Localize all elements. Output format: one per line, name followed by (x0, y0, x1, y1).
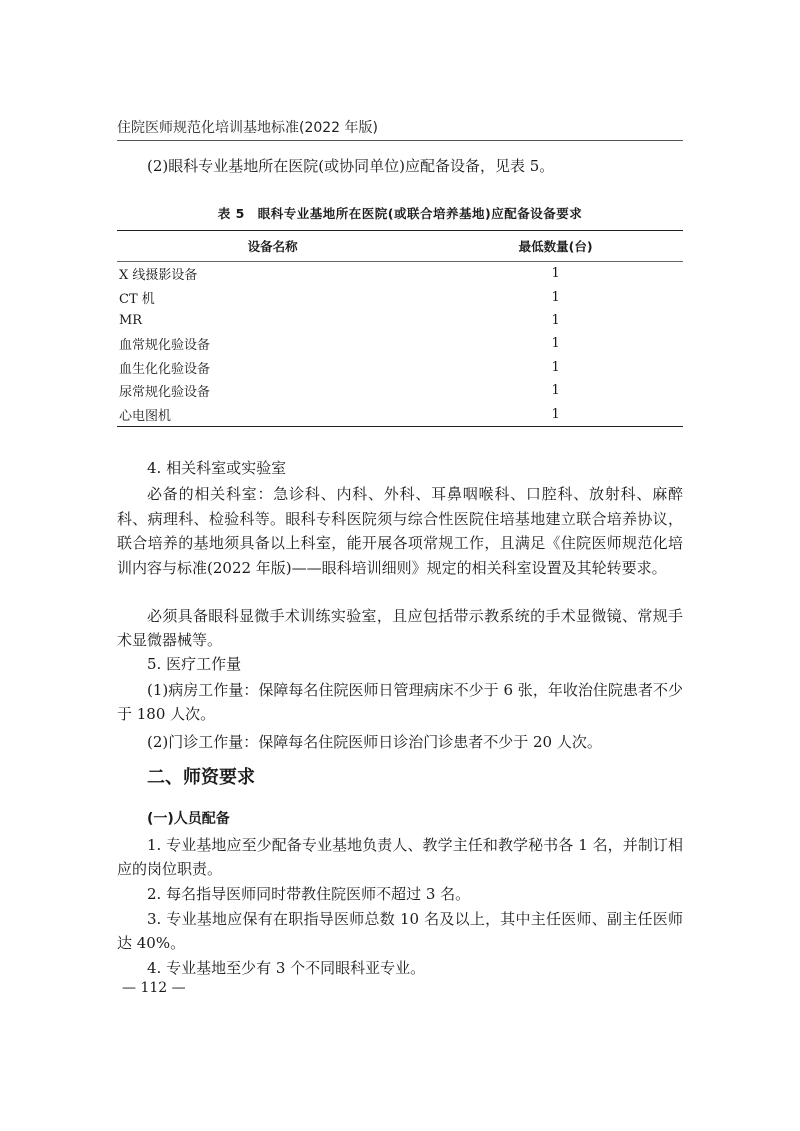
table-row (117, 262, 683, 286)
table-row (117, 402, 683, 426)
section4-heading: 4. 相关科室或实验室 (147, 459, 287, 477)
staffing-item-3: 3. 专业基地应保有在职指导医师总数 10 名及以上，其中主任医师、副主任医师达 40%。 (117, 910, 683, 952)
equipment-name: 血生化化验设备 (119, 361, 211, 377)
equipment-qty: 1 (551, 383, 560, 399)
staffing-item-2: 2. 每名指导医师同时带教住院医师不超过 3 名。 (147, 885, 471, 903)
table-header-row (117, 231, 683, 262)
staffing-item-1: 1. 专业基地应至少配备专业基地负责人、教学主任和教学秘书各 1 名，并制订相应的岗位职责。 (117, 836, 683, 878)
equipment-name: X 线摄影设备 (119, 268, 198, 284)
equipment-name: 血常规化验设备 (119, 338, 211, 354)
table-row (117, 356, 683, 379)
table-row (117, 332, 683, 355)
section5-paragraph-2: (2)门诊工作量：保障每名住院医师日诊治门诊患者不少于 20 人次。 (147, 733, 602, 751)
table-row (117, 309, 683, 332)
section4-paragraph-1: 必备的相关科室：急诊科、内科、外科、耳鼻咽喉科、口腔科、放射科、麻醉科、病理科、检验科等。眼科专科医院须与综合性医院住培基地建立联合培养协议，联合培养的基地须具备以上科室，能开展各项常规工作，且满足《住院医师规范化培训内容与标准(2022 年版)——眼科培训细则》规定的相关科室设置及其轮转要求。 (117, 485, 683, 577)
column-header-name: 设备名称 (117, 231, 428, 262)
equipment-name: 尿常规化验设备 (119, 385, 211, 401)
intro-paragraph: (2)眼科专业基地所在医院(或协同单位)应配备设备，见表 5。 (147, 157, 555, 175)
equipment-qty: 1 (551, 312, 560, 328)
header-divider (117, 140, 683, 141)
equipment-qty: 1 (551, 336, 560, 352)
column-header-qty: 最低数量(台) (428, 231, 683, 262)
table-row (117, 379, 683, 402)
section5-paragraph-1: (1)病房工作量：保障每名住院医师日管理病床不少于 6 张，年收治住院患者不少于 180 人次。 (117, 681, 683, 723)
subsection-heading: (一)人员配备 (147, 811, 230, 827)
equipment-name: 心电图机 (117, 402, 428, 426)
equipment-qty: 1 (428, 402, 683, 426)
equipment-name: MR (119, 312, 143, 328)
equipment-name: CT 机 (119, 291, 155, 307)
equipment-qty: 1 (551, 359, 560, 375)
page-number: — 112 — (122, 980, 186, 996)
table-caption: 表 5 眼科专业基地所在医院(或联合培养基地)应配备设备要求 (217, 206, 583, 221)
running-header: 住院医师规范化培训基地标准(2022 年版) (117, 120, 379, 136)
section5-heading: 5. 医疗工作量 (147, 655, 242, 673)
table-row (117, 285, 683, 308)
equipment-qty: 1 (551, 289, 560, 305)
staffing-item-4: 4. 专业基地至少有 3 个不同眼科亚专业。 (147, 959, 426, 977)
section4-paragraph-2: 必须具备眼科显微手术训练实验室，且应包括带示教系统的手术显微镜、常规手术显微器械等。 (117, 607, 683, 649)
equipment-qty: 1 (551, 266, 560, 282)
equipment-table (117, 230, 683, 427)
section-heading: 二、师资要求 (147, 767, 255, 788)
